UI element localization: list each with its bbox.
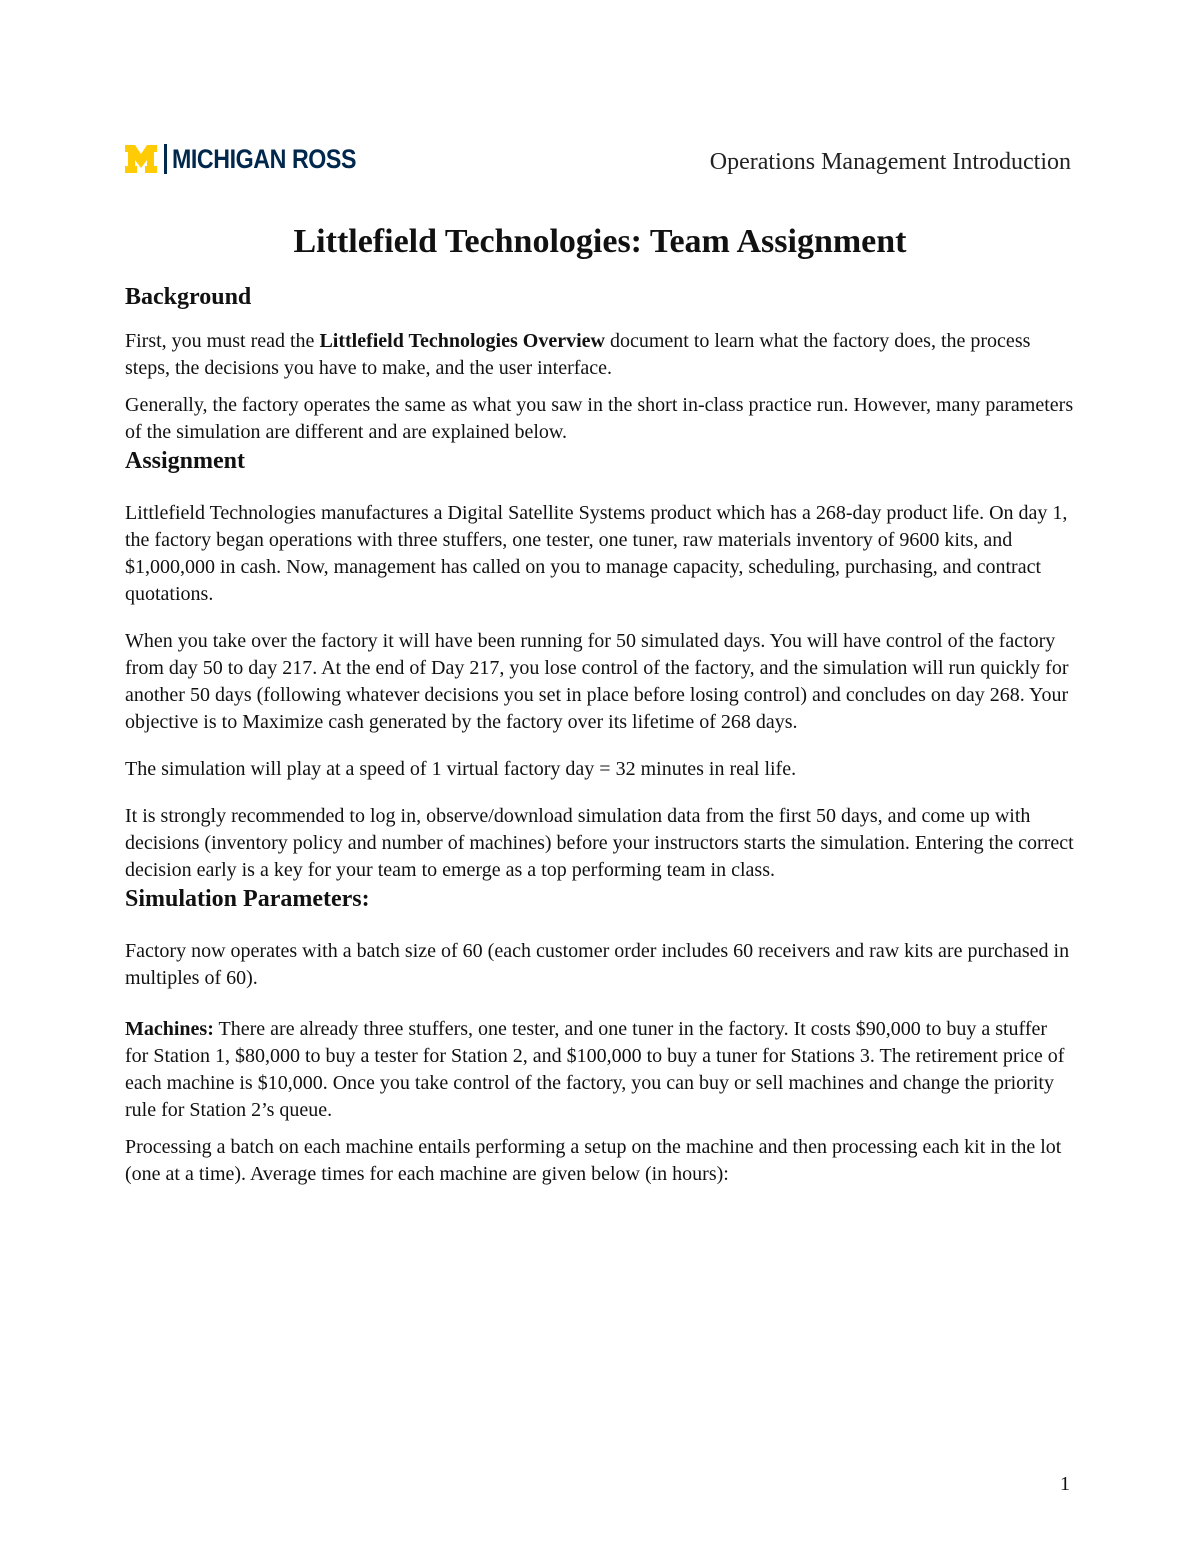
simulation-paragraph-3: Processing a batch on each machine entails performing a setup on the machine and then processing each kit in the lot (one at a time). Average times for each machine are given below (in hours): <box>125 1136 1062 1185</box>
document-body <box>125 282 1075 1188</box>
machines-text: There are already three stuffers, one tester, and one tuner in the factory. It costs $90,000 to buy a stuffer for Station 1, $80,000 to buy a tester for Station 2, and $100,000 to buy a tuner for Stations 3. The retirement price of each machine is $10,000. Once you take control of the factory, you can buy or sell machines and change the priority rule for Station 2’s queue. <box>125 1018 1065 1121</box>
assignment-paragraph-4: It is strongly recommended to log in, observe/download simulation data from the first 50 days, and come up with decisions (inventory policy and number of machines) before your instructors starts the simulation. Entering the correct decision early is a key for your team to emerge as a top performing team in class. <box>125 805 1074 881</box>
simulation-parameters-heading: Simulation Parameters: <box>125 886 370 912</box>
page-number: 1 <box>1060 1473 1070 1495</box>
block-m-icon <box>124 144 158 174</box>
background-p1-start: First, you must read the <box>125 330 320 352</box>
background-paragraph-1 <box>125 328 1075 382</box>
background-paragraph-2: Generally, the factory operates the same as what you saw in the short in-class practice run. However, many parameters of the simulation are different and are explained below. <box>125 394 1074 443</box>
logo-text: MICHIGAN ROSS <box>172 144 357 174</box>
machines-label: Machines: <box>125 1018 214 1040</box>
michigan-ross-logo <box>124 142 386 176</box>
simulation-paragraph-1: Factory now operates with a batch size of 60 (each customer order includes 60 receivers and raw kits are purchased in multiples of 60). <box>125 940 1070 989</box>
assignment-paragraph-1: Littlefield Technologies manufactures a Digital Satellite Systems product which has a 268-day product life. On day 1, the factory began operations with three stuffers, one tester, one tuner, raw materials inventory of 9600 kits, and $1,000,000 in cash. Now, management has called on you to manage capacity, scheduling, purchasing, and contract quotations. <box>125 502 1068 605</box>
background-p1-end: document to learn what the factory does, the process steps, the decisions you have to make, and the user interface. <box>125 330 1031 379</box>
assignment-heading: Assignment <box>125 448 246 474</box>
logo-divider <box>164 144 167 174</box>
machines-paragraph <box>125 1016 1075 1124</box>
document-title: Littlefield Technologies: Team Assignment <box>293 223 907 260</box>
overview-document-reference: Littlefield Technologies Overview <box>319 330 605 352</box>
background-heading: Background <box>125 284 252 310</box>
assignment-paragraph-3: The simulation will play at a speed of 1 virtual factory day = 32 minutes in real life. <box>125 758 797 780</box>
assignment-paragraph-2: When you take over the factory it will have been running for 50 simulated days. You will have control of the factory from day 50 to day 217. At the end of Day 217, you lose control of the factory, and the simulation will run quickly for another 50 days (following whatever decisions you set in place before losing control) and concludes on day 268. Your objective is to Maximize cash generated by the factory over its lifetime of 268 days. <box>125 630 1069 733</box>
course-name: Operations Management Introduction <box>709 149 1071 175</box>
